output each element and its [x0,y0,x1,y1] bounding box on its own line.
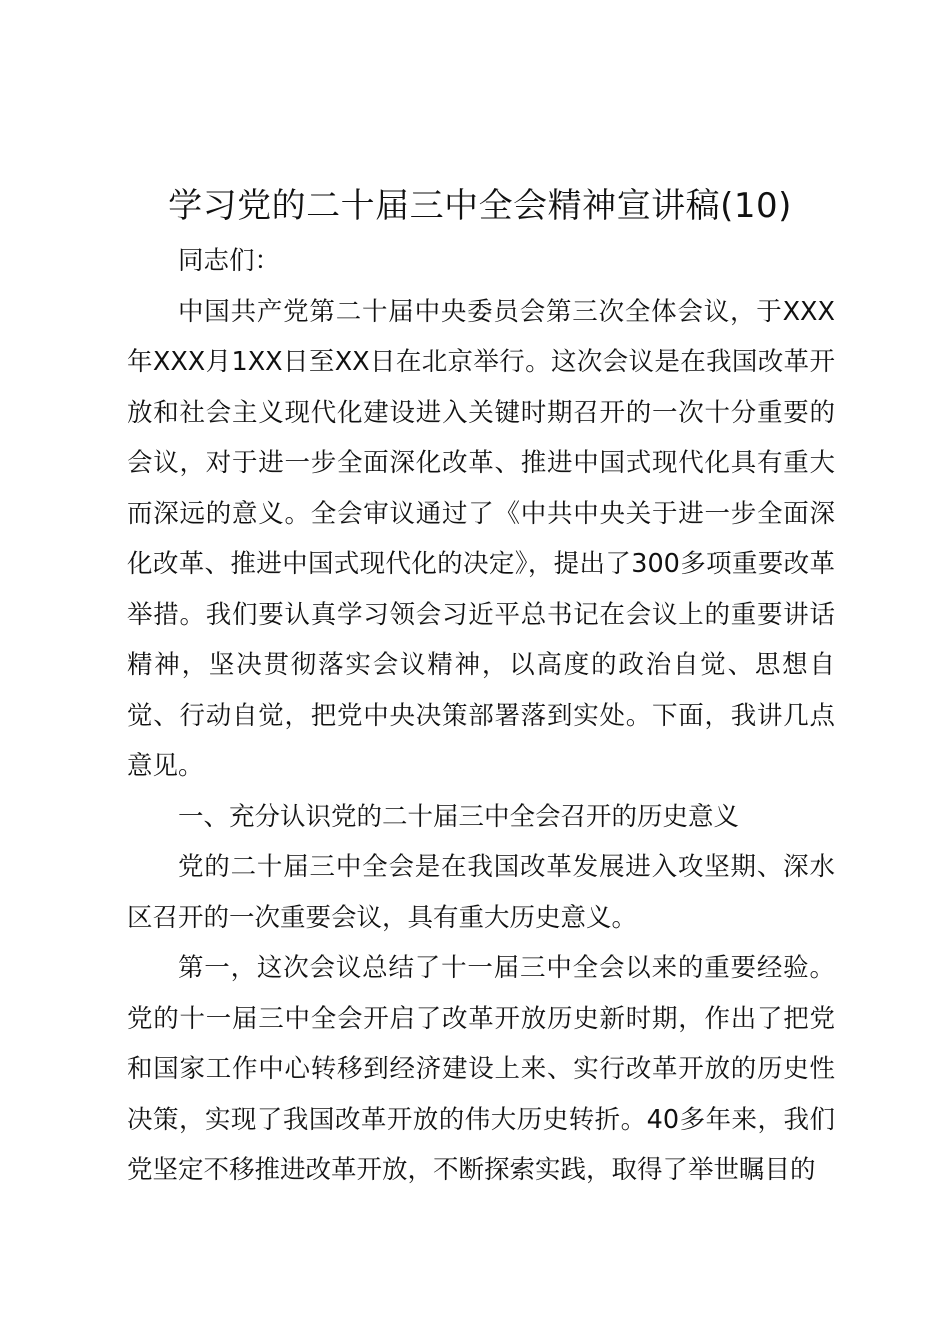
document-title: 学习党的二十届三中全会精神宣讲稿(10) [168,186,792,226]
body-paragraph: 第一，这次会议总结了十一届三中全会以来的重要经验。党的十一届三中全会开启了改革开放历史新时期，作出了把党和国家工作中心转移到经济建设上来、实行改革开放的历史性决策，实现了我国改革开放的伟大历史转折。40多年来，我们党坚定不移推进改革开放，不断探索实践，取得了举世瞩目的 [127,953,835,1185]
section-heading: 一、充分认识党的二十届三中全会召开的历史意义 [178,801,740,832]
salutation-paragraph: 同志们： [178,246,281,276]
body-paragraph: 党的二十届三中全会是在我国改革发展进入攻坚期、深水区召开的一次重要会议，具有重大历史意义。 [127,852,835,933]
intro-paragraph: 中国共产党第二十届中央委员会第三次全体会议，于XXX年XXX月1XX日至XX日在北京举行。这次会议是在我国改革开放和社会主义现代化建设进入关键时期召开的一次十分重要的会议，对于进一步全面深化改革、推进中国式现代化具有重大而深远的意义。全会审议通过了《中共中央关于进一步全面深化改革、推进中国式现代化的决定》，提出了300多项重要改革举措。我们要认真学习领会习近平总书记在会议上的重要讲话精神，坚决贯彻落实会议精神，以高度的政治自觉、思想自觉、行动自觉，把党中央决策部署落到实处。下面，我讲几点意见。 [127,296,835,781]
document-body [127,236,835,1196]
